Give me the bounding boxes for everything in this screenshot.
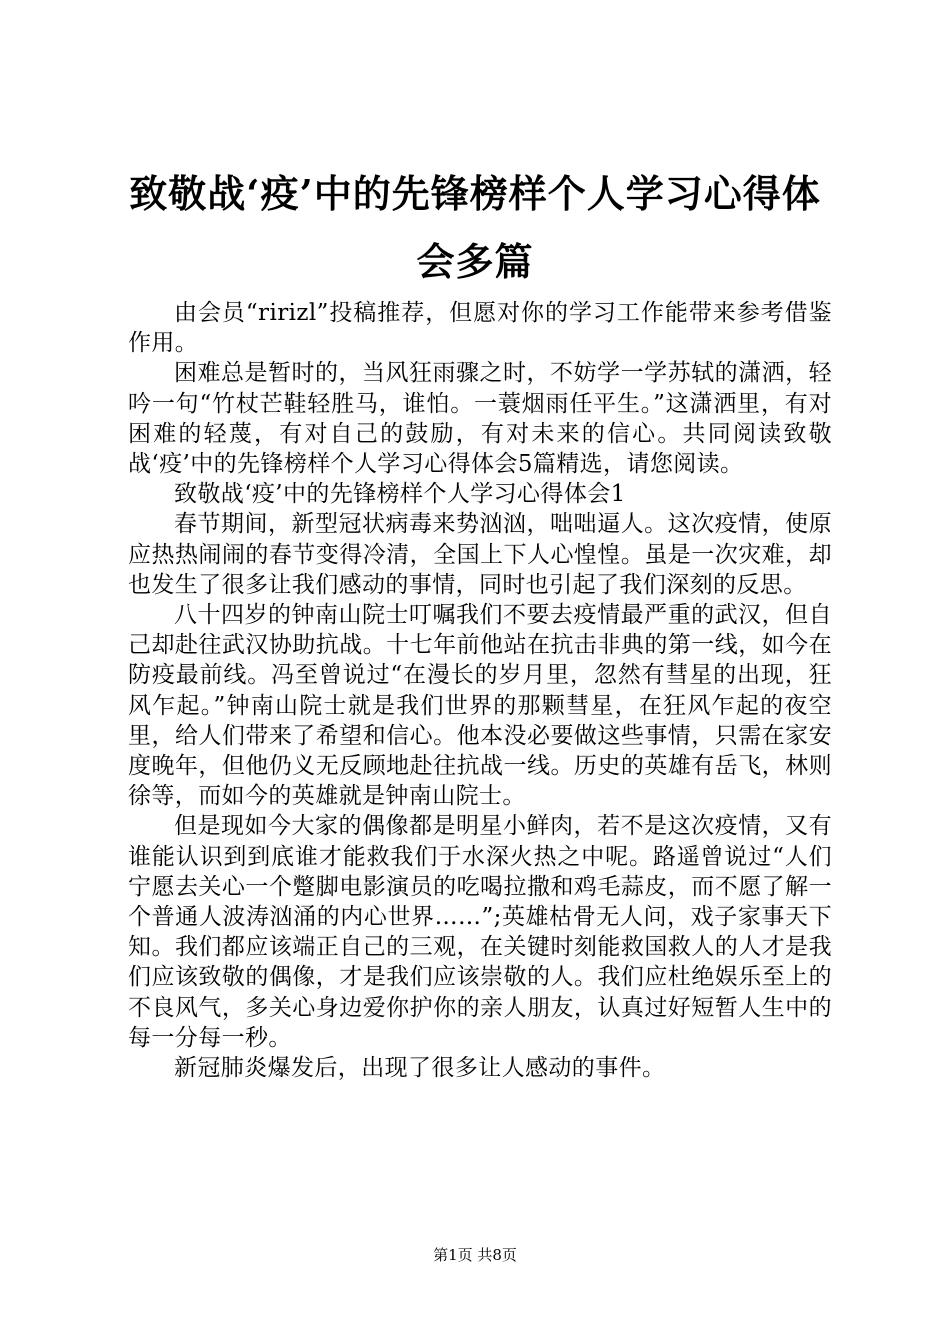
section-heading-1: 致敬战‘疫’中的先锋榜样个人学习心得体会1 bbox=[174, 481, 626, 508]
page-total: 共8页 bbox=[477, 1246, 517, 1264]
document-title: 致敬战‘疫’中的先锋榜样个人学习心得体会多篇 bbox=[129, 171, 821, 284]
paragraph-intro: 由会员“ririzl”投稿推荐，但愿对你的学习工作能带来参考借鉴作用。 bbox=[128, 300, 832, 357]
paragraph-spring-festival: 春节期间，新型冠状病毒来势汹汹，咄咄逼人。这次疫情，使原应热热闹闹的春节变得冷清，全国上下人心惶惶。虽是一次灾难，却也发生了很多让我们感动的事情，同时也引起了我们深刻的反思。 bbox=[128, 511, 832, 598]
paragraph-preface: 困难总是暂时的，当风狂雨骤之时，不妨学一学苏轼的潇洒，轻吟一句“竹杖芒鞋轻胜马，谁怕。一蓑烟雨任平生。”这潇洒里，有对困难的轻蔑，有对自己的鼓励，有对未来的信心。共同阅读致敬战‘疫’中的先锋榜样个人学习心得体会5篇精选，请您阅读。 bbox=[128, 360, 832, 478]
page-footer bbox=[0, 1245, 950, 1265]
page-number: 第1页 bbox=[433, 1246, 473, 1264]
document-body bbox=[128, 298, 832, 1083]
paragraph-touching-events: 新冠肺炎爆发后，出现了很多让人感动的事件。 bbox=[174, 1055, 666, 1082]
paragraph-idols: 但是现如今大家的偶像都是明星小鲜肉，若不是这次疫情，又有谁能认识到到底谁才能救我们于水深火热之中呢。路遥曾说过“人们宁愿去关心一个蹩脚电影演员的吃喝拉撒和鸡毛蒜皮，而不愿了解一个普通人波涛汹涌的内心世界……”;英雄枯骨无人问，戏子家事天下知。我们都应该端正自己的三观，在关键时刻能救国救人的人才是我们应该致敬的偶像，才是我们应该崇敬的人。我们应杜绝娱乐至上的不良风气，多关心身边爱你护你的亲人朋友，认真过好短暂人生中的每一分每一秒。 bbox=[128, 813, 832, 1051]
paragraph-zhong-nanshan: 八十四岁的钟南山院士叮嘱我们不要去疫情最严重的武汉，但自己却赴往武汉协助抗战。十七年前他站在抗击非典的第一线，如今在防疫最前线。冯至曾说过“在漫长的岁月里，忽然有彗星的出现，狂风乍起。”钟南山院士就是我们世界的那颗彗星，在狂风乍起的夜空里，给人们带来了希望和信心。他本没必要做这些事情，只需在家安度晚年，但他仍义无反顾地赴往抗战一线。历史的英雄有岳飞，林则徐等，而如今的英雄就是钟南山院士。 bbox=[128, 602, 832, 810]
